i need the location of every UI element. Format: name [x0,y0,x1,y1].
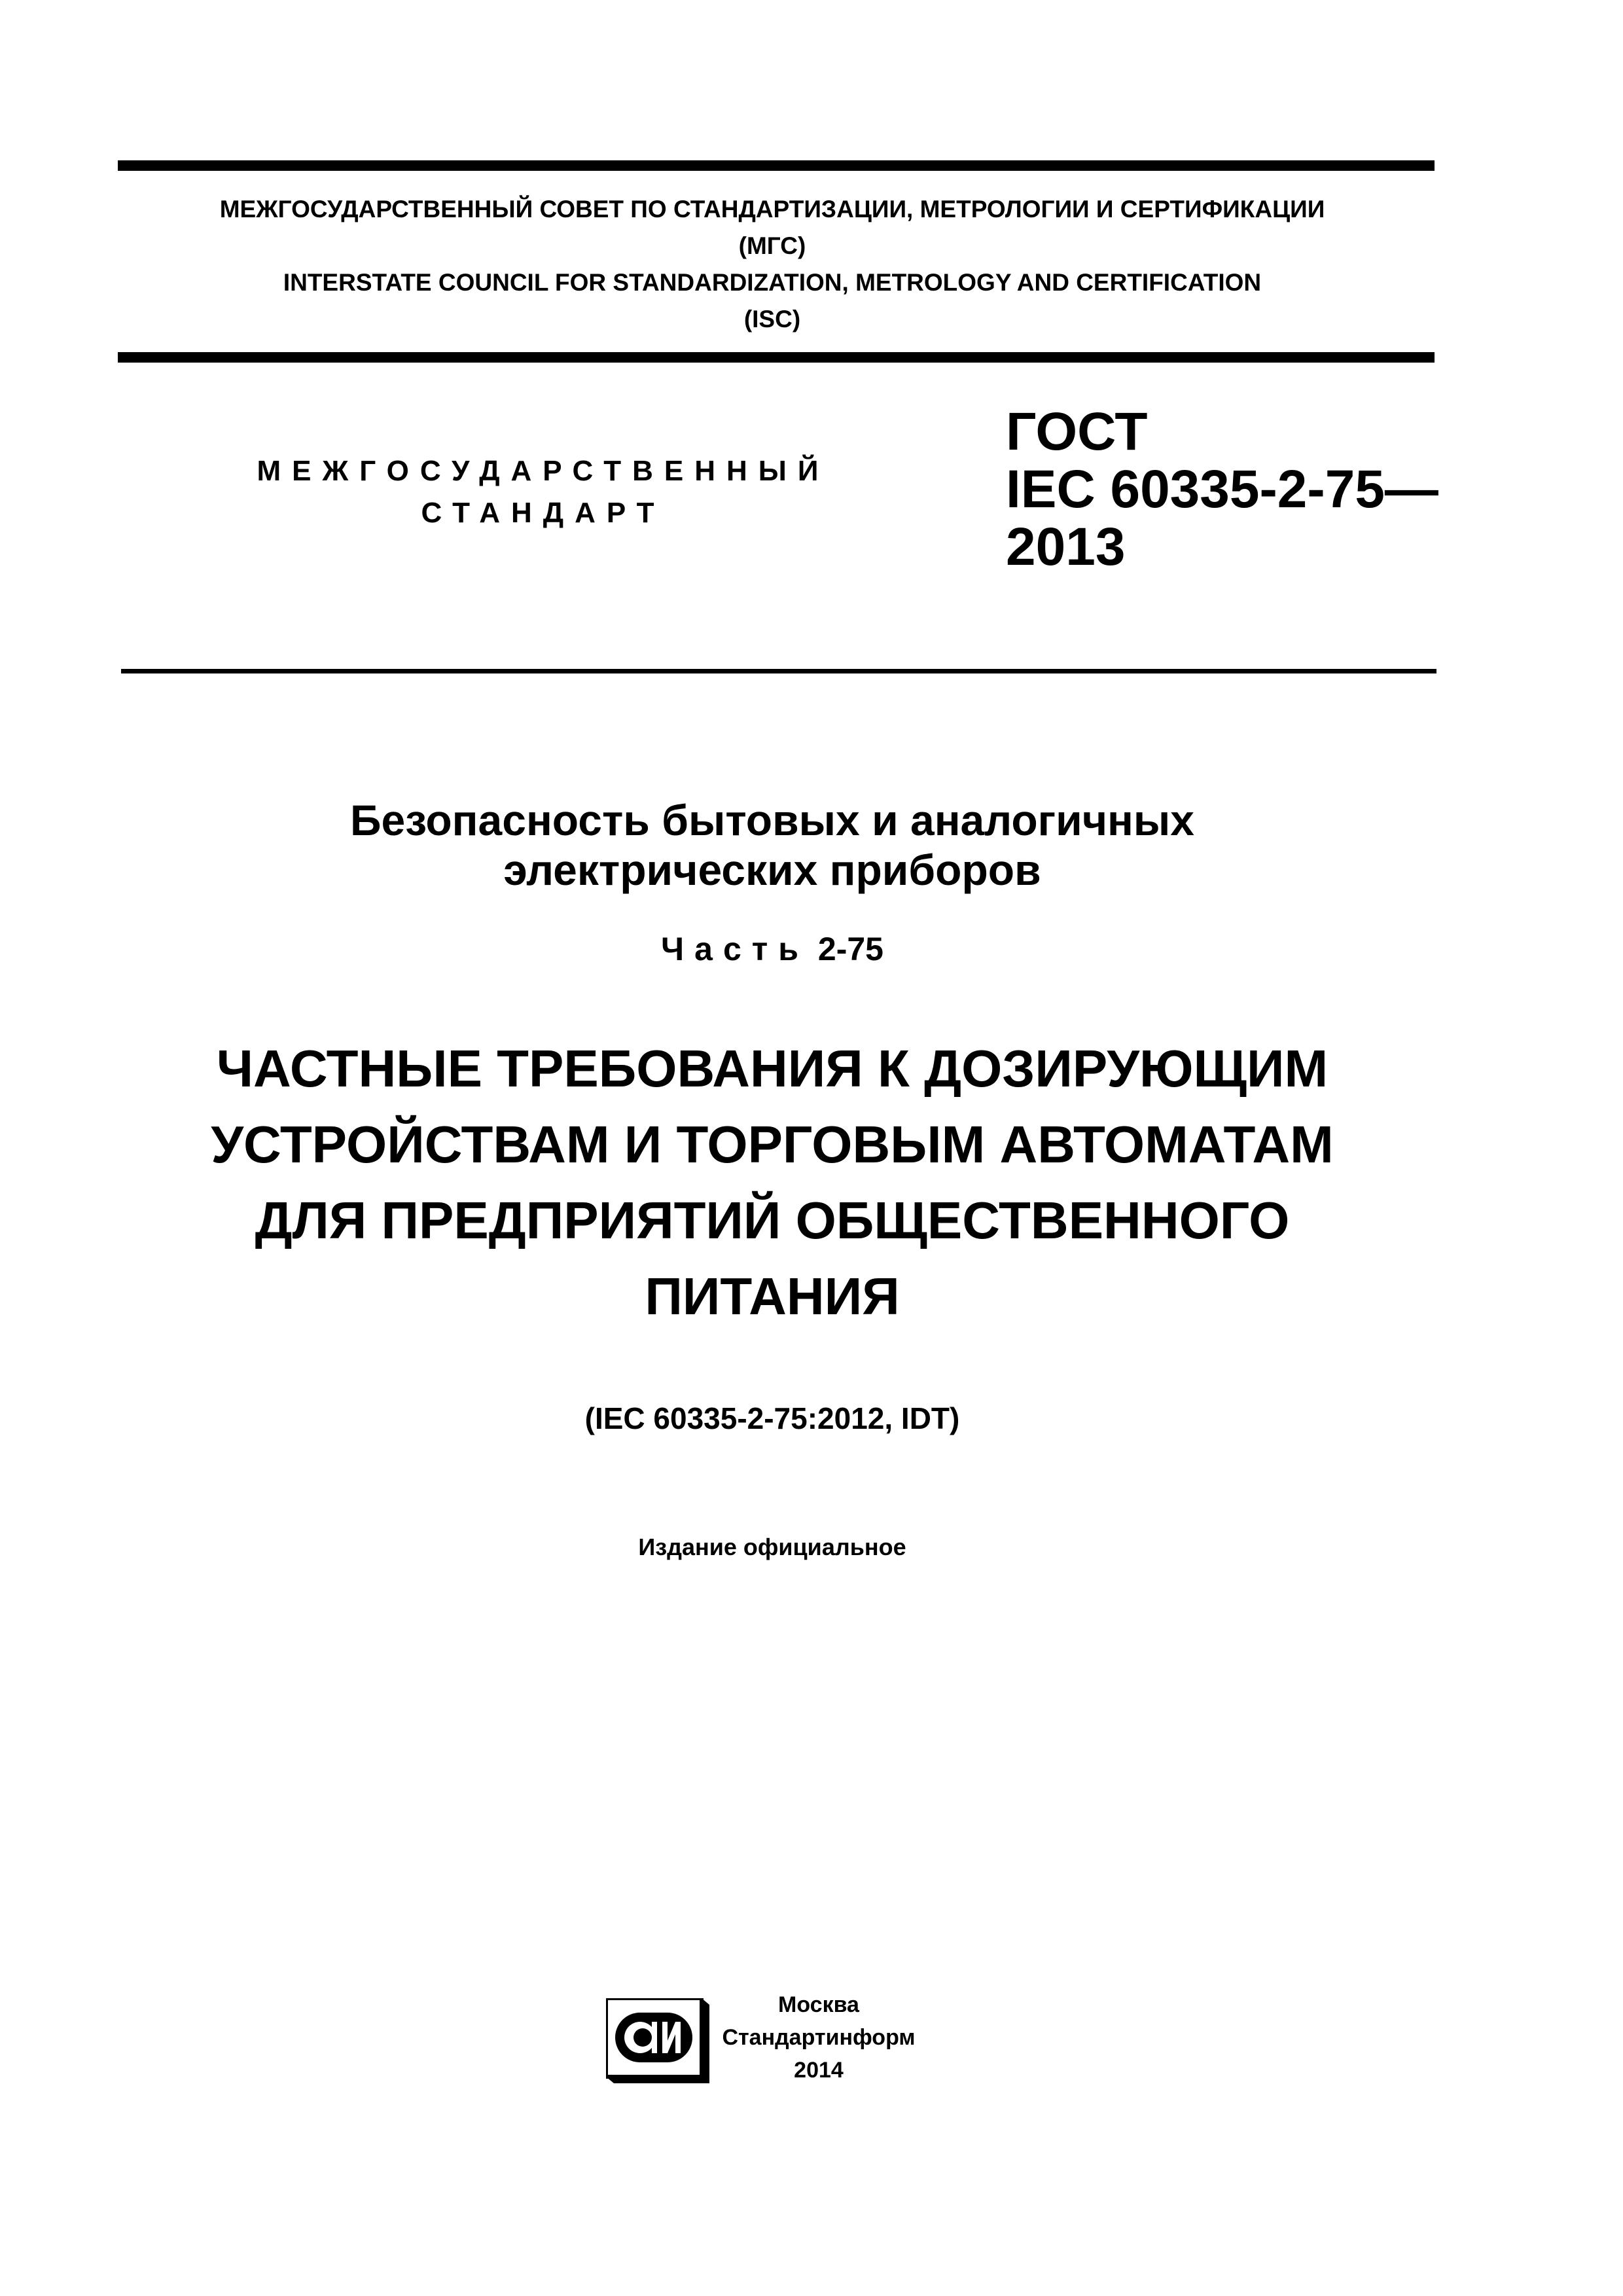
part-word: Часть [661,931,809,967]
top-rule [118,160,1435,171]
standard-designation [1006,403,1438,576]
standard-kind [223,450,864,534]
specific-title [118,1031,1427,1335]
edition-label: Издание официальное [638,1534,906,1560]
council-name-ru: МЕЖГОСУДАРСТВЕННЫЙ СОВЕТ ПО СТАНДАРТИЗАЦИИ, МЕТРОЛОГИИ И СЕРТИФИКАЦИИ [219,196,1325,223]
publisher-city: Москва [778,1992,859,2017]
header-rule [118,352,1435,363]
part-label [118,928,1427,970]
designation-rule [121,669,1436,673]
general-title [118,795,1427,895]
standartinform-logo-icon [606,1998,711,2083]
standard-kind-line2: СТАНДАРТ [421,497,666,529]
general-title-line1: Безопасность бытовых и аналогичных [350,796,1194,844]
publisher-name: Стандартинформ [722,2025,916,2050]
standard-kind-line1: МЕЖГОСУДАРСТВЕННЫЙ [257,455,830,487]
designation-line3: 2013 [1006,517,1126,577]
general-title-line2: электрических приборов [503,846,1041,894]
specific-title-line1: ЧАСТНЫЕ ТРЕБОВАНИЯ К ДОЗИРУЮЩИМ [216,1039,1329,1098]
publisher-info [711,1988,927,2087]
council-name-en: INTERSTATE COUNCIL FOR STANDARDIZATION, METROLOGY AND CERTIFICATION [283,269,1262,296]
part-number: 2-75 [817,931,883,967]
council-abbr-ru: (МГС) [738,232,806,259]
specific-title-line3: ДЛЯ ПРЕДПРИЯТИЙ ОБЩЕСТВЕННОГО [255,1191,1290,1249]
specific-title-line2: УСТРОЙСТВАМ И ТОРГОВЫМ АВТОМАТАМ [211,1115,1334,1174]
specific-title-line4: ПИТАНИЯ [645,1267,900,1325]
council-abbr-en: (ISC) [743,306,801,332]
iec-reference: (IEC 60335-2-75:2012, IDT) [584,1401,960,1435]
publisher-year: 2014 [794,2058,844,2083]
council-header [118,191,1427,338]
designation-line2: IEC 60335-2-75— [1006,459,1438,519]
designation-line1: ГОСТ [1006,402,1148,461]
